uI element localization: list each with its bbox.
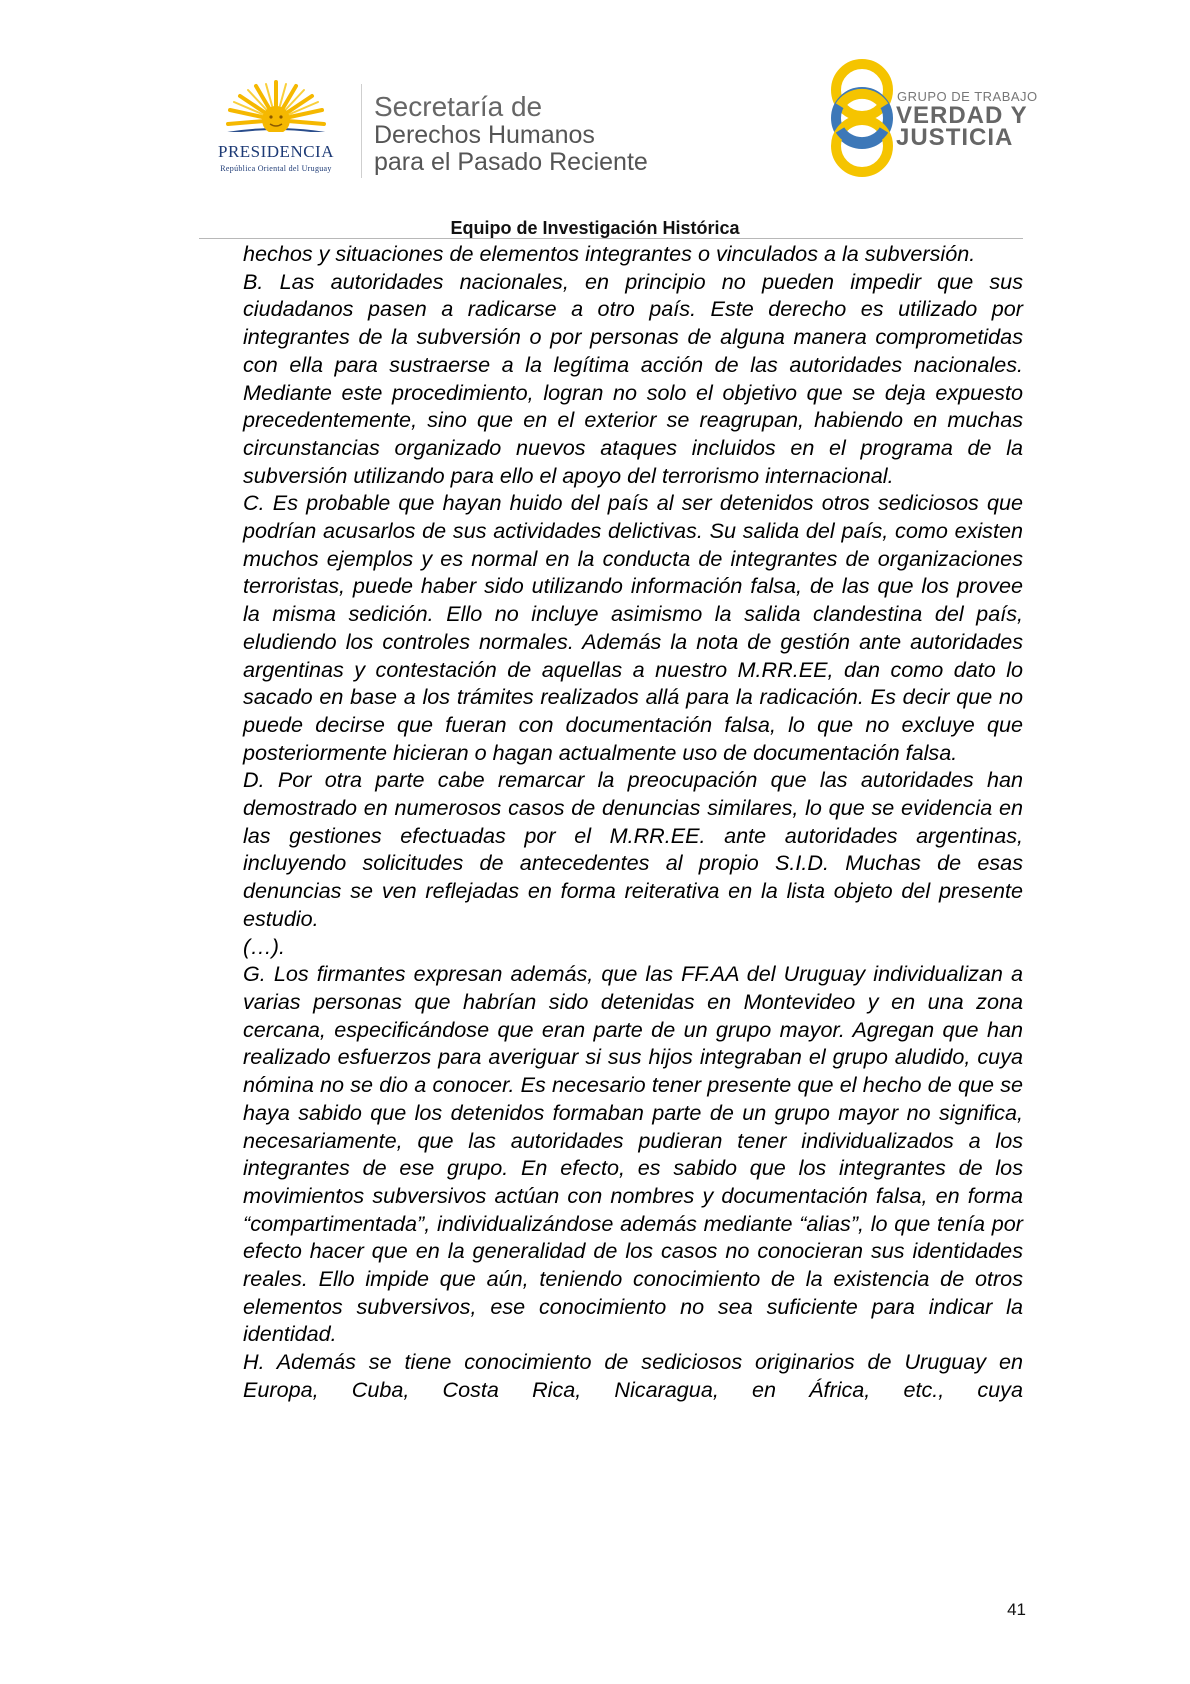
paragraph-ellipsis: (…).: [243, 933, 285, 959]
paragraph-continuation: hechos y situaciones de elementos integrantes o vinculados a la subversión.: [243, 241, 976, 266]
paragraph-g: G. Los firmantes expresan además, que las FF.AA del Uruguay individualizan a varias personas que habrían sido detenidas en Montevideo y en una zona cercana, especificándose que eran parte de un grupo mayor. Agregan que han realizado esfuerzos para averiguar si sus hijos integraban el grupo aludido, cuya nómina no se dio a conocer. Es necesario tener presente que el hecho de que se haya sabido que los detenidos formaban parte de un grupo mayor no significa, necesariamente, que las autoridades pudieran tener individualizados a los integrantes de ese grupo. En efecto, es sabido que los integrantes de los movimientos subversivos actúan con nombres y documentación falsa, en forma “compartimentada”, individualizándose además mediante “alias”, lo que tenía por efecto hacer que en la generalidad de los casos no conocieran sus identidades reales. Ello impide que aún, teniendo conocimiento de la existencia de otros elementos subversivos, ese conocimiento no sea suficiente para indicar la identidad.: [243, 961, 1023, 1347]
sun-emblem-icon: [198, 80, 354, 140]
interlinked-rings-icon: [822, 56, 902, 178]
presidencia-subtitle: República Oriental del Uruguay: [220, 164, 332, 173]
page-number: 41: [1007, 1600, 1026, 1619]
page-header: [0, 0, 1190, 240]
presidencia-name: PRESIDENCIA: [217, 142, 334, 161]
document-body: [243, 240, 1023, 1404]
paragraph-c: C. Es probable que hayan huido del país al ser detenidos otros sediciosos que podrían acusarlos de sus actividades delictivas. Su salida del país, como existen muchos ejemplos y es normal en la conducta de integrantes de organizaciones terroristas, puede haber sido utilizando información falsa, de las que los provee la misma sedición. Ello no incluye asimismo la salida clandestina del país, eludiendo los controles normales. Además la nota de gestión ante autoridades argentinas y contestación de aquellas a nuestro M.RR.EE, dan como dato lo sacado en base a los trámites realizados allá para la radicación. Es decir que no puede decirse que fueran con documentación falsa, lo que no excluye que posteriormente hicieran o hagan actualmente uso de documentación falsa.: [243, 490, 1023, 765]
team-title: Equipo de Investigación Histórica: [450, 218, 740, 238]
secretaria-line-2: Derechos Humanos: [374, 121, 595, 149]
verdad-justicia-logo: [822, 56, 902, 178]
presidencia-logo: [198, 80, 354, 180]
justicia-label: JUSTICIA: [896, 124, 1014, 151]
verdad-label: VERDAD Y: [896, 102, 1028, 129]
paragraph-d: D. Por otra parte cabe remarcar la preocupación que las autoridades han demostrado en numerosos casos de denuncias similares, lo que se evidencia en las gestiones efectuadas por el M.RR.EE. ante autoridades argentinas, incluyendo solicitudes de antecedentes al propio S.I.D. Muchas de esas denuncias se ven reflejadas en forma reiterativa en la lista objeto del presente estudio.: [243, 767, 1023, 931]
secretaria-line-3: para el Pasado Reciente: [374, 148, 648, 176]
header-rule: [199, 238, 1023, 239]
header-divider: [361, 84, 362, 178]
paragraph-b: B. Las autoridades nacionales, en principio no pueden impedir que sus ciudadanos pasen a radicarse a otro país. Este derecho es utilizado por integrantes de la subversión o por personas de alguna manera comprometidas con ella para sustraerse a la legítima acción de las autoridades nacionales. Mediante este procedimiento, logran no solo el objetivo que se deja expuesto precedentemente, sino que en el exterior se reagrupan, habiendo en muchas circunstancias organizado nuevos ataques incluidos en el programa de la subversión utilizando para ello el apoyo del terrorismo internacional.: [243, 268, 1023, 488]
secretaria-line-1: Secretaría de: [374, 91, 543, 122]
paragraph-h: H. Además se tiene conocimiento de sediciosos originarios de Uruguay en Europa, Cuba, Costa Rica, Nicaragua, en África, etc., cuya: [243, 1349, 1023, 1402]
secretaria-title: [374, 92, 648, 176]
grupo-trabajo-label: GRUPO DE TRABAJO: [897, 89, 1038, 104]
